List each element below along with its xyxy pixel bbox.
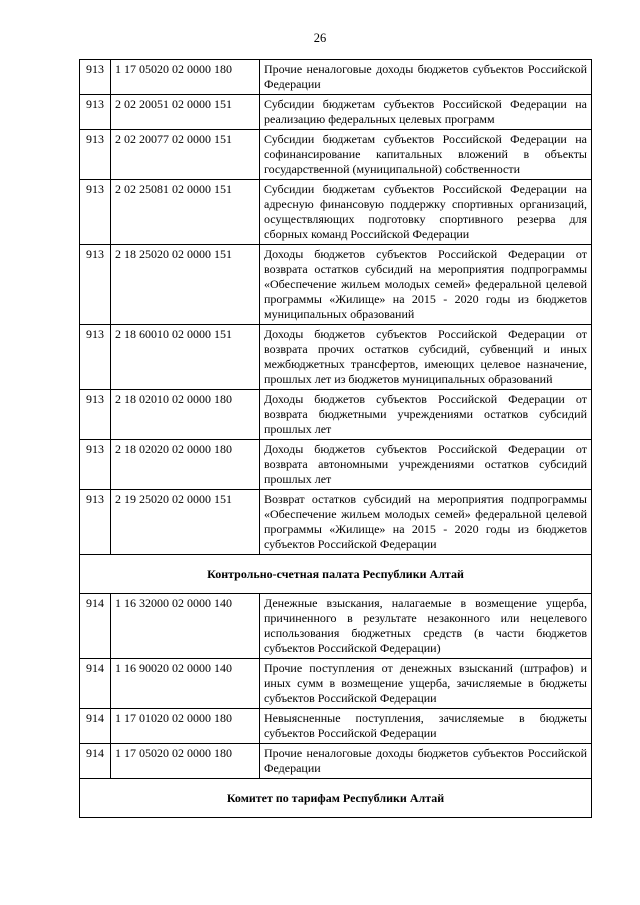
revenue-code-cell: 1 16 32000 02 0000 140 xyxy=(111,594,260,659)
revenue-code-cell: 2 18 60010 02 0000 151 xyxy=(111,325,260,390)
section-title: Контрольно-счетная палата Республики Алтай xyxy=(80,555,592,594)
table-row xyxy=(80,440,592,490)
admin-code-cell: 914 xyxy=(80,709,111,744)
section-header-row xyxy=(80,779,592,818)
revenue-codes-table xyxy=(79,59,592,818)
admin-code-cell: 913 xyxy=(80,440,111,490)
table-row xyxy=(80,594,592,659)
description-cell: Субсидии бюджетам субъектов Российской Федерации на адресную финансовую поддержку спортивных организаций, осуществляющих подготовку спортивного резерва для сборных команд Российской Федерации xyxy=(260,180,592,245)
table-row xyxy=(80,744,592,779)
section-header-row xyxy=(80,555,592,594)
revenue-code-cell: 1 17 05020 02 0000 180 xyxy=(111,744,260,779)
table-row xyxy=(80,659,592,709)
revenue-code-cell: 1 17 05020 02 0000 180 xyxy=(111,60,260,95)
admin-code-cell: 913 xyxy=(80,130,111,180)
table-row xyxy=(80,245,592,325)
admin-code-cell: 913 xyxy=(80,325,111,390)
admin-code-cell: 914 xyxy=(80,594,111,659)
table-body xyxy=(80,60,592,818)
table-row xyxy=(80,490,592,555)
revenue-code-cell: 2 02 20051 02 0000 151 xyxy=(111,95,260,130)
table-row xyxy=(80,325,592,390)
table-row xyxy=(80,60,592,95)
description-cell: Прочие неналоговые доходы бюджетов субъектов Российской Федерации xyxy=(260,744,592,779)
description-cell: Возврат остатков субсидий на мероприятия подпрограммы «Обеспечение жильем молодых семей» федеральной целевой программы «Жилище» на 2015 - 2020 годы из бюджетов субъектов Российской Федерации xyxy=(260,490,592,555)
description-cell: Денежные взыскания, налагаемые в возмещение ущерба, причиненного в результате незаконного или нецелевого использования бюджетных средств (в части бюджетов субъектов Российской Федерации) xyxy=(260,594,592,659)
revenue-code-cell: 2 18 02020 02 0000 180 xyxy=(111,440,260,490)
description-cell: Доходы бюджетов субъектов Российской Федерации от возврата автономными учреждениями остатков субсидий прошлых лет xyxy=(260,440,592,490)
table-row xyxy=(80,390,592,440)
description-cell: Доходы бюджетов субъектов Российской Федерации от возврата остатков субсидий на мероприятия подпрограммы «Обеспечение жильем молодых семей» федеральной целевой программы «Жилище» на 2015 - 2020 годы из бюджетов муниципальных образований xyxy=(260,245,592,325)
description-cell: Прочие неналоговые доходы бюджетов субъектов Российской Федерации xyxy=(260,60,592,95)
description-cell: Доходы бюджетов субъектов Российской Федерации от возврата прочих остатков субсидий, субвенций и иных межбюджетных трансфертов, имеющих целевое назначение, прошлых лет из бюджетов муниципальных образований xyxy=(260,325,592,390)
revenue-code-cell: 2 18 25020 02 0000 151 xyxy=(111,245,260,325)
admin-code-cell: 913 xyxy=(80,390,111,440)
table-row xyxy=(80,130,592,180)
table-row xyxy=(80,95,592,130)
description-cell: Доходы бюджетов субъектов Российской Федерации от возврата бюджетными учреждениями остатков субсидий прошлых лет xyxy=(260,390,592,440)
admin-code-cell: 913 xyxy=(80,490,111,555)
revenue-code-cell: 2 02 20077 02 0000 151 xyxy=(111,130,260,180)
revenue-code-cell: 2 19 25020 02 0000 151 xyxy=(111,490,260,555)
description-cell: Субсидии бюджетам субъектов Российской Федерации на софинансирование капитальных вложений в объекты государственной (муниципальной) собственности xyxy=(260,130,592,180)
description-cell: Невыясненные поступления, зачисляемые в бюджеты субъектов Российской Федерации xyxy=(260,709,592,744)
revenue-code-cell: 2 02 25081 02 0000 151 xyxy=(111,180,260,245)
revenue-code-cell: 1 16 90020 02 0000 140 xyxy=(111,659,260,709)
page-number: 26 xyxy=(313,31,327,45)
admin-code-cell: 913 xyxy=(80,95,111,130)
revenue-code-cell: 1 17 01020 02 0000 180 xyxy=(111,709,260,744)
admin-code-cell: 913 xyxy=(80,60,111,95)
revenue-code-cell: 2 18 02010 02 0000 180 xyxy=(111,390,260,440)
table-row xyxy=(80,180,592,245)
admin-code-cell: 913 xyxy=(80,180,111,245)
section-title: Комитет по тарифам Республики Алтай xyxy=(80,779,592,818)
description-cell: Прочие поступления от денежных взысканий (штрафов) и иных сумм в возмещение ущерба, зачисляемые в бюджеты субъектов Российской Федерации xyxy=(260,659,592,709)
admin-code-cell: 914 xyxy=(80,659,111,709)
admin-code-cell: 914 xyxy=(80,744,111,779)
description-cell: Субсидии бюджетам субъектов Российской Федерации на реализацию федеральных целевых программ xyxy=(260,95,592,130)
table-row xyxy=(80,709,592,744)
admin-code-cell: 913 xyxy=(80,245,111,325)
